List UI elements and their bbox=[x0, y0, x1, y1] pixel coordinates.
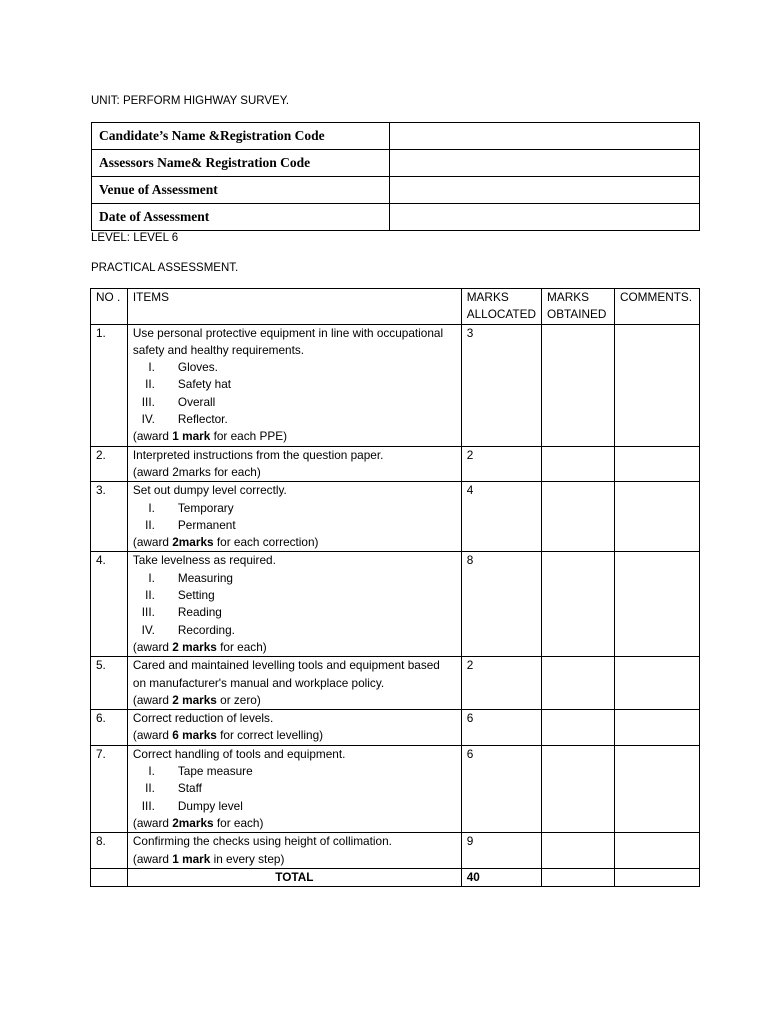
header-no: NO . bbox=[91, 289, 128, 325]
subitem-text: Dumpy level bbox=[177, 798, 243, 813]
subitem bbox=[133, 798, 456, 815]
comments-cell[interactable] bbox=[614, 446, 699, 482]
marks-allocated: 6 bbox=[461, 710, 541, 746]
table-row bbox=[91, 833, 700, 869]
award-note bbox=[133, 428, 456, 445]
marks-obtained-cell[interactable] bbox=[542, 745, 615, 832]
subitem-number: II. bbox=[145, 377, 155, 392]
info-row bbox=[92, 123, 700, 150]
award-post: for each correction) bbox=[213, 535, 319, 550]
info-value-field[interactable] bbox=[390, 150, 700, 177]
info-row bbox=[92, 204, 700, 231]
comments-cell[interactable] bbox=[614, 745, 699, 832]
award-note bbox=[133, 534, 456, 551]
subitem-list bbox=[133, 763, 456, 815]
comments-cell[interactable] bbox=[614, 833, 699, 869]
subitem-text: Tape measure bbox=[177, 764, 253, 779]
subitem-number: I. bbox=[148, 764, 155, 779]
item-number: 7. bbox=[91, 745, 128, 832]
award-bold: 1 mark bbox=[172, 429, 211, 444]
marks-allocated: 2 bbox=[461, 446, 541, 482]
award-bold: 2 marks bbox=[172, 692, 217, 707]
table-row bbox=[91, 552, 700, 657]
info-value-field[interactable] bbox=[390, 204, 700, 231]
subitem-list bbox=[133, 500, 456, 535]
award-post: or zero) bbox=[216, 692, 261, 707]
subitem-number: IV. bbox=[141, 622, 155, 637]
candidate-info-table bbox=[91, 122, 700, 231]
subitem-text: Setting bbox=[177, 588, 215, 603]
item-text: Set out dumpy level correctly. bbox=[132, 483, 287, 498]
item-description bbox=[127, 833, 461, 869]
award-post: for correct levelling) bbox=[216, 728, 324, 743]
total-label: TOTAL bbox=[127, 868, 461, 886]
marks-obtained-cell[interactable] bbox=[542, 482, 615, 552]
total-row bbox=[91, 868, 700, 886]
header-marks-obtained bbox=[542, 289, 615, 325]
subitem-number: I. bbox=[148, 360, 155, 375]
info-row bbox=[92, 177, 700, 204]
marks-allocated: 2 bbox=[461, 657, 541, 710]
info-label: Assessors Name& Registration Code bbox=[92, 150, 390, 177]
marks-obtained-cell[interactable] bbox=[542, 657, 615, 710]
subitem bbox=[133, 763, 456, 780]
award-note bbox=[133, 815, 456, 832]
subitem bbox=[133, 500, 456, 517]
unit-title: UNIT: PERFORM HIGHWAY SURVEY. bbox=[91, 95, 290, 107]
marking-scheme-table bbox=[90, 288, 700, 887]
item-number: 6. bbox=[91, 710, 128, 746]
item-number: 8. bbox=[91, 833, 128, 869]
header-comments: COMMENTS. bbox=[614, 289, 699, 325]
subitem-number: II. bbox=[145, 517, 155, 532]
award-post: for each PPE) bbox=[210, 429, 288, 444]
subitem bbox=[133, 604, 456, 621]
header-alloc-line1: MARKS bbox=[466, 290, 509, 304]
item-text: Correct reduction of levels. bbox=[132, 711, 274, 726]
practical-assessment-label: PRACTICAL ASSESSMENT. bbox=[91, 262, 239, 274]
subitem-text: Measuring bbox=[177, 570, 233, 585]
marks-obtained-cell[interactable] bbox=[542, 552, 615, 657]
item-description bbox=[127, 324, 461, 446]
subitem-text: Temporary bbox=[177, 500, 234, 515]
total-comments-cell bbox=[614, 868, 699, 886]
subitem-number: III. bbox=[141, 605, 155, 620]
item-description bbox=[127, 745, 461, 832]
total-obtained-cell bbox=[542, 868, 615, 886]
subitem-number: III. bbox=[141, 394, 155, 409]
item-description bbox=[127, 482, 461, 552]
subitem bbox=[133, 570, 456, 587]
award-pre: (award bbox=[132, 851, 173, 866]
table-row bbox=[91, 745, 700, 832]
subitem-text: Staff bbox=[177, 781, 202, 796]
marks-allocated: 3 bbox=[461, 324, 541, 446]
award-bold: 6 marks bbox=[172, 728, 217, 743]
item-number: 1. bbox=[91, 324, 128, 446]
item-number: 4. bbox=[91, 552, 128, 657]
marks-obtained-cell[interactable] bbox=[542, 833, 615, 869]
marks-allocated: 9 bbox=[461, 833, 541, 869]
item-number: 2. bbox=[91, 446, 128, 482]
info-label: Date of Assessment bbox=[92, 204, 390, 231]
info-row bbox=[92, 150, 700, 177]
award-post: in every step) bbox=[210, 851, 285, 866]
info-value-field[interactable] bbox=[390, 177, 700, 204]
award-note bbox=[133, 692, 456, 709]
subitem bbox=[133, 587, 456, 604]
award-note bbox=[133, 639, 456, 656]
award-pre: (award bbox=[132, 535, 173, 550]
award-note bbox=[133, 851, 456, 868]
award-pre: (award bbox=[132, 429, 173, 444]
subitem-number: II. bbox=[145, 781, 155, 796]
award-note bbox=[133, 464, 456, 481]
header-obt-line1: MARKS bbox=[547, 290, 589, 304]
award-pre: (award bbox=[132, 815, 173, 830]
award-bold: 1 mark bbox=[172, 851, 211, 866]
header-marks-allocated bbox=[461, 289, 541, 325]
comments-cell[interactable] bbox=[614, 324, 699, 446]
subitem-list bbox=[133, 570, 456, 639]
marks-obtained-cell[interactable] bbox=[542, 710, 615, 746]
marks-allocated: 6 bbox=[461, 745, 541, 832]
comments-cell[interactable] bbox=[614, 710, 699, 746]
comments-cell[interactable] bbox=[614, 657, 699, 710]
item-number: 5. bbox=[91, 657, 128, 710]
subitem bbox=[133, 376, 456, 393]
award-bold: 2marks bbox=[172, 535, 214, 550]
header-items: ITEMS bbox=[127, 289, 461, 325]
award-bold: 2 marks bbox=[172, 639, 217, 654]
subitem-text: Reflector. bbox=[177, 412, 228, 427]
award-post: for each) bbox=[213, 815, 264, 830]
item-text: Interpreted instructions from the question paper. bbox=[132, 447, 384, 462]
info-label: Candidate’s Name &Registration Code bbox=[92, 123, 390, 150]
marks-obtained-cell[interactable] bbox=[542, 324, 615, 446]
header-row bbox=[91, 289, 700, 325]
subitem-number: III. bbox=[141, 798, 155, 813]
item-description bbox=[127, 552, 461, 657]
info-label: Venue of Assessment bbox=[92, 177, 390, 204]
subitem-list bbox=[133, 359, 456, 428]
subitem bbox=[133, 517, 456, 534]
award-post: for each) bbox=[216, 639, 267, 654]
subitem-number: I. bbox=[148, 500, 155, 515]
marks-obtained-cell[interactable] bbox=[542, 446, 615, 482]
level-label: LEVEL: LEVEL 6 bbox=[91, 232, 179, 244]
item-description bbox=[127, 657, 461, 710]
comments-cell[interactable] bbox=[614, 552, 699, 657]
table-row bbox=[91, 657, 700, 710]
item-text: Use personal protective equipment in line with occupational safety and healthy requirements. bbox=[132, 325, 444, 357]
marks-allocated: 8 bbox=[461, 552, 541, 657]
subitem bbox=[133, 411, 456, 428]
item-number: 3. bbox=[91, 482, 128, 552]
marks-allocated: 4 bbox=[461, 482, 541, 552]
item-description bbox=[127, 446, 461, 482]
table-row bbox=[91, 446, 700, 482]
item-text: Confirming the checks using height of collimation. bbox=[132, 834, 392, 849]
info-value-field[interactable] bbox=[390, 123, 700, 150]
header-obt-line2: OBTAINED bbox=[547, 307, 607, 322]
subitem bbox=[133, 780, 456, 797]
award-pre: (award bbox=[132, 639, 173, 654]
item-text: Cared and maintained levelling tools and equipment based on manufacturer's manual and workplace policy. bbox=[132, 658, 440, 690]
item-text: Correct handling of tools and equipment. bbox=[132, 746, 346, 761]
award-pre: (award 2marks for each) bbox=[132, 464, 261, 479]
item-description bbox=[127, 710, 461, 746]
subitem bbox=[133, 622, 456, 639]
header-alloc-line2: ALLOCATED bbox=[466, 307, 537, 322]
award-pre: (award bbox=[132, 728, 173, 743]
table-row bbox=[91, 482, 700, 552]
total-no-cell bbox=[91, 868, 128, 886]
subitem bbox=[133, 394, 456, 411]
subitem-text: Recording. bbox=[177, 622, 235, 637]
comments-cell[interactable] bbox=[614, 482, 699, 552]
subitem-text: Safety hat bbox=[177, 377, 232, 392]
subitem-text: Gloves. bbox=[177, 360, 218, 375]
subitem-text: Permanent bbox=[177, 517, 236, 532]
award-pre: (award bbox=[132, 692, 173, 707]
item-text: Take levelness as required. bbox=[132, 553, 276, 568]
table-row bbox=[91, 324, 700, 446]
table-row bbox=[91, 710, 700, 746]
award-note bbox=[133, 727, 456, 744]
subitem-number: IV. bbox=[141, 412, 155, 427]
award-bold: 2marks bbox=[172, 815, 214, 830]
subitem-number: II. bbox=[145, 588, 155, 603]
subitem-number: I. bbox=[148, 570, 155, 585]
subitem-text: Reading bbox=[177, 605, 222, 620]
subitem bbox=[133, 359, 456, 376]
subitem-text: Overall bbox=[177, 394, 216, 409]
total-marks: 40 bbox=[461, 868, 541, 886]
